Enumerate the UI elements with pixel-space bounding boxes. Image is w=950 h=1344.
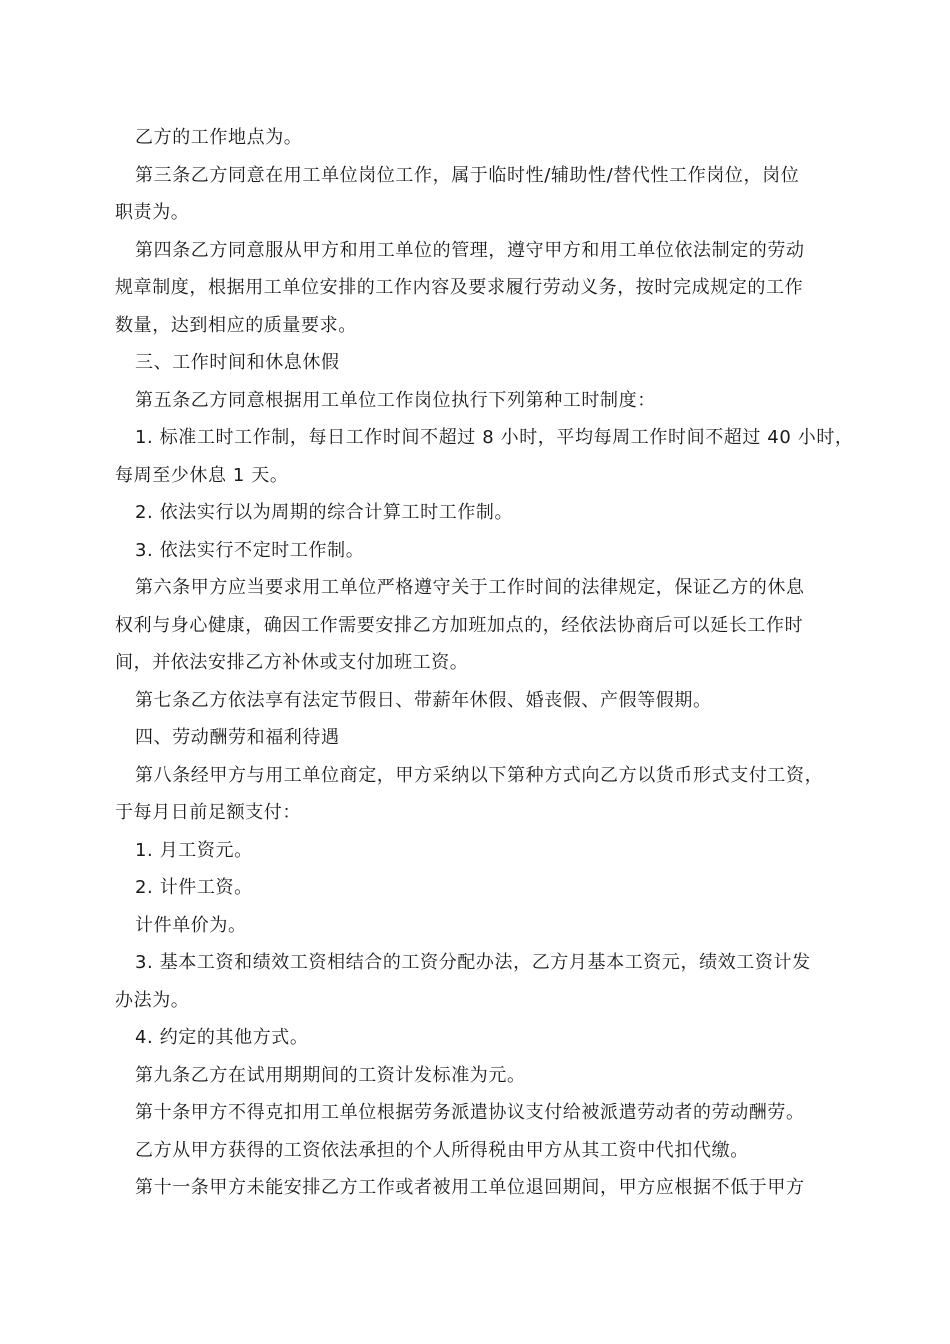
paragraph-line: 计件单价为。 bbox=[135, 914, 247, 936]
paragraph-line: 第八条经甲方与用工单位商定，甲方采纳以下第种方式向乙方以货币形式支付工资， bbox=[135, 764, 824, 786]
paragraph-line: 数量，达到相应的质量要求。 bbox=[115, 314, 357, 336]
paragraph-line: 间，并依法安排乙方补休或支付加班工资。 bbox=[115, 652, 469, 673]
list-item: 3. 依法实行不定时工作制。 bbox=[135, 539, 365, 561]
list-item: 3. 基本工资和绩效工资相结合的工资分配办法，乙方月基本工资元，绩效工资计发 bbox=[135, 952, 811, 973]
paragraph-line: 第六条甲方应当要求用工单位严格遵守关于工作时间的法律规定，保证乙方的休息 bbox=[135, 577, 805, 598]
paragraph-line: 第十一条甲方未能安排乙方工作或者被用工单位退回期间，甲方应根据不低于甲方 bbox=[135, 1177, 805, 1198]
list-item: 4. 约定的其他方式。 bbox=[135, 1027, 309, 1048]
paragraph-line: 于每月日前足额支付： bbox=[115, 802, 301, 823]
paragraph-line: 每周至少休息 1 天。 bbox=[115, 464, 289, 486]
paragraph-line: 第三条乙方同意在用工单位岗位工作，属于临时性/辅助性/替代性工作岗位，岗位 bbox=[135, 164, 800, 186]
paragraph-line: 第十条甲方不得克扣用工单位根据劳务派遣协议支付给被派遣劳动者的劳动酬劳。 bbox=[135, 1102, 805, 1123]
paragraph-line: 职责为。 bbox=[115, 202, 190, 223]
section-heading: 三、工作时间和休息休假 bbox=[135, 352, 340, 373]
paragraph-line: 第七条乙方依法享有法定节假日、带薪年休假、婚丧假、产假等假期。 bbox=[135, 689, 712, 711]
paragraph-line: 第五条乙方同意根据用工单位工作岗位执行下列第种工时制度： bbox=[135, 389, 656, 411]
list-item: 2. 依法实行以为周期的综合计算工时工作制。 bbox=[135, 502, 514, 523]
paragraph-line: 办法为。 bbox=[115, 989, 190, 1011]
list-item: 1. 标准工时工作制，每日工作时间不超过 8 小时，平均每周工作时间不超过 40 小时， bbox=[135, 427, 854, 448]
document-body bbox=[115, 119, 854, 1207]
paragraph-line: 第四条乙方同意服从甲方和用工单位的管理，遵守甲方和用工单位依法制定的劳动 bbox=[135, 239, 805, 261]
list-item: 1. 月工资元。 bbox=[135, 839, 253, 861]
paragraph-line: 乙方从甲方获得的工资依法承担的个人所得税由甲方从其工资中代扣代缴。 bbox=[135, 1139, 749, 1161]
paragraph-line: 乙方的工作地点为。 bbox=[135, 127, 303, 148]
section-heading: 四、劳动酬劳和福利待遇 bbox=[135, 727, 340, 748]
paragraph-line: 规章制度，根据用工单位安排的工作内容及要求履行劳动义务，按时完成规定的工作 bbox=[115, 277, 804, 298]
paragraph-line: 权利与身心健康，确因工作需要安排乙方加班加点的，经依法协商后可以延长工作时 bbox=[115, 614, 804, 636]
paragraph-line: 第九条乙方在试用期期间的工资计发标准为元。 bbox=[135, 1064, 526, 1086]
list-item: 2. 计件工资。 bbox=[135, 877, 253, 898]
